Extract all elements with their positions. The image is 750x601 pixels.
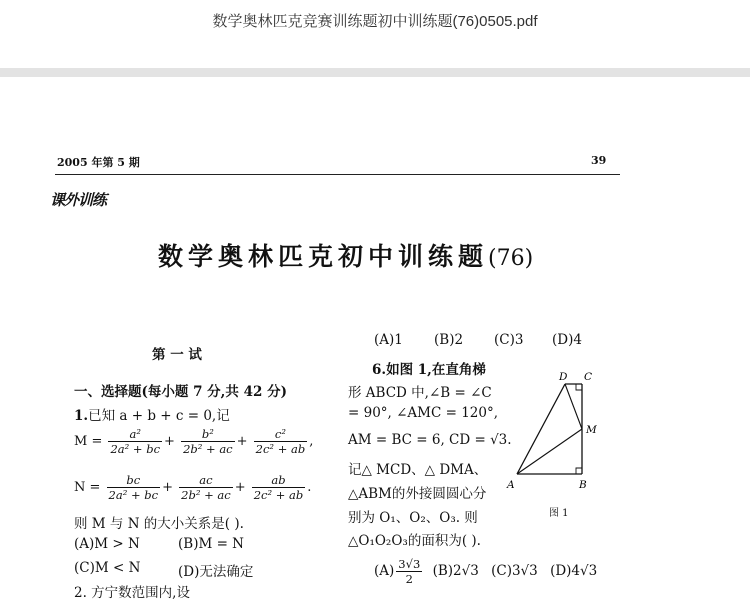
title-number: (76) xyxy=(488,246,534,271)
part-heading: 一、选择题(每小题 7 分,共 42 分) xyxy=(74,384,287,400)
issue-label: 2005 年第 5 期 xyxy=(57,156,140,169)
q6-line-4: AM = BC = 6, CD = √3. xyxy=(348,432,512,448)
right-angle-b xyxy=(576,468,582,474)
m-op-3: , xyxy=(309,434,314,449)
q6-option-a-fraction: $\frac{3√3}{2}$ xyxy=(398,557,421,586)
q1-stem xyxy=(74,404,230,424)
q5-option-a: (A)1 xyxy=(374,332,403,348)
segment-am xyxy=(517,429,582,474)
pdf-page xyxy=(0,77,750,601)
m-op-2: + xyxy=(236,434,248,449)
page-title xyxy=(158,237,533,273)
n-fraction-1: $\frac{bc}{\text{2a² + bc}}$ xyxy=(108,473,159,502)
segment-dm xyxy=(565,384,582,429)
segment-da xyxy=(517,384,565,474)
q1-option-b: (B)M = N xyxy=(178,536,244,552)
m-fraction-2: $\frac{\text{b²}}{\text{2b² + ac}}$ xyxy=(183,427,233,456)
title-bar xyxy=(0,0,750,68)
test-heading: 第 一 试 xyxy=(152,347,202,363)
right-angle-c xyxy=(576,384,582,390)
document-title: 数学奥林匹克竞赛训练题初中训练题(76)0505.pdf xyxy=(212,13,538,30)
m-lhs: M = xyxy=(74,434,103,449)
header-rule xyxy=(55,174,620,175)
q5-option-d: (D)4 xyxy=(552,332,582,348)
q1-ask: 则 M 与 N 的大小关系是( ). xyxy=(74,516,244,532)
q1-stem-text: 已知 a + b + c = 0,记 xyxy=(88,408,230,424)
q6-option-a-label: (A) xyxy=(374,563,395,579)
q6-line-7: 别为 O₁、O₂、O₃. 则 xyxy=(348,510,478,526)
q6-line-1: 6.如图 1,在直角梯 xyxy=(372,362,486,378)
q6-options xyxy=(374,557,597,586)
n-lhs: N = xyxy=(74,480,101,495)
label-c: C xyxy=(584,371,593,383)
n-op-3: . xyxy=(307,480,312,495)
label-m: M xyxy=(586,424,597,436)
m-fraction-3: $\frac{\text{c²}}{\text{2c² + ab}}$ xyxy=(255,427,306,456)
section-tag: 课外训练 xyxy=(50,191,107,209)
q5-option-b: (B)2 xyxy=(434,332,464,348)
n-op-2: + xyxy=(234,480,246,495)
q1-m-equation xyxy=(74,427,313,456)
q6-line-8: △O₁O₂O₃的面积为( ). xyxy=(348,533,481,549)
m-op-1: + xyxy=(164,434,175,449)
q6-line-3: = 90°, ∠AMC = 120°, xyxy=(348,405,499,421)
q1-option-d: (D)无法确定 xyxy=(178,564,254,580)
n-op-1: + xyxy=(162,480,173,495)
n-fraction-3: $\frac{ab}{\text{2c² + ab}}$ xyxy=(253,473,304,502)
q1-number: 1. xyxy=(74,408,89,424)
q1-n-equation xyxy=(74,473,311,502)
label-d: D xyxy=(559,371,568,383)
q6-option-d: (D)4√3 xyxy=(550,563,598,579)
q6-option-c: (C)3√3 xyxy=(491,563,538,579)
page-number: 39 xyxy=(591,154,607,167)
q1-option-a: (A)M > N xyxy=(74,536,140,552)
n-fraction-2: $\frac{ac}{\text{2b² + ac}}$ xyxy=(181,473,231,502)
q6-line-6: △ABM的外接圆圆心分 xyxy=(348,486,487,502)
q2-partial: 2. 方宁数范围内,设 xyxy=(74,585,190,601)
q5-option-c: (C)3 xyxy=(494,332,524,348)
toolbar-divider xyxy=(0,68,750,77)
figure-1-caption: 图 1 xyxy=(549,508,569,519)
title-text: 数学奥林匹克初中训练题 xyxy=(158,242,489,271)
m-fraction-1: $\frac{\text{a²}}{\text{2a² + bc}}$ xyxy=(110,427,161,456)
figure-1-diagram xyxy=(505,364,615,499)
q1-option-c: (C)M < N xyxy=(74,560,141,576)
q6-line-2: 形 ABCD 中,∠B = ∠C xyxy=(348,385,492,401)
label-b: B xyxy=(579,479,587,491)
q6-option-b: (B)2√3 xyxy=(432,563,479,579)
q6-line-5: 记△ MCD、△ DMA、 xyxy=(348,462,488,478)
label-a: A xyxy=(507,479,515,491)
